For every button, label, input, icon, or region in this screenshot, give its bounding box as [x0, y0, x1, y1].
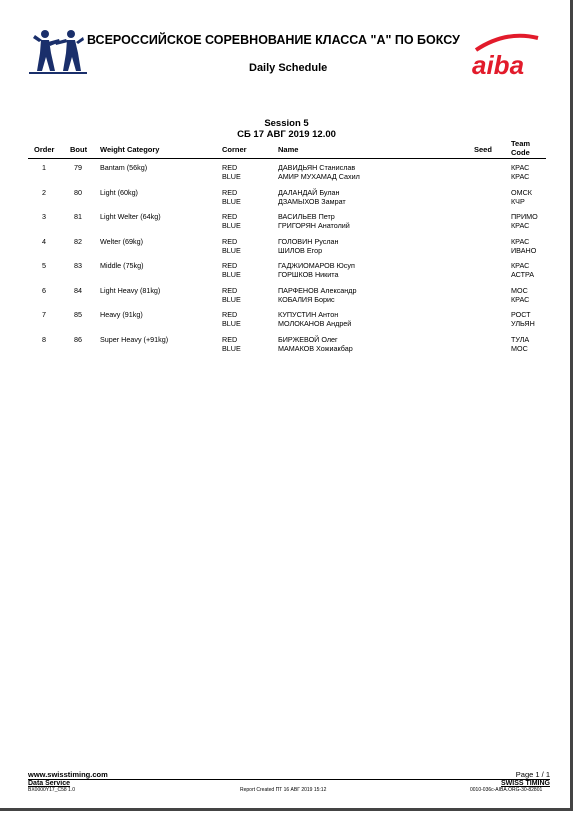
corner-blue: BLUE	[222, 245, 241, 255]
data-service-label: Data Service	[28, 780, 71, 787]
corner-blue: BLUE	[222, 294, 241, 304]
bouts-table	[28, 163, 546, 359]
corner-red: RED	[222, 236, 238, 246]
blue-team: ИВАНО	[511, 245, 537, 255]
report-code: 0010-036c-AIBA.ORG-30-82801	[470, 787, 543, 793]
bout-order: 7	[42, 310, 46, 319]
red-team: МОС	[511, 285, 528, 295]
bout-order: 6	[42, 285, 46, 295]
weight-category: Middle (75kg)	[100, 261, 144, 270]
bout-order: 4	[42, 236, 46, 246]
table-row	[28, 237, 546, 262]
corner-blue: BLUE	[222, 343, 241, 353]
blue-name: КОБАЛИЯ Борис	[278, 294, 335, 304]
bout-number: 83	[74, 261, 82, 270]
blue-name: ДЗАМЫХОВ Замрат	[278, 196, 346, 206]
bout-order: 5	[42, 261, 46, 270]
weight-category: Bantam (56kg)	[100, 163, 148, 172]
table-header	[28, 140, 546, 159]
bout-number: 84	[74, 285, 82, 295]
blue-team: КРАС	[511, 172, 530, 181]
weight-category: Light (60kg)	[100, 187, 138, 197]
red-name: БИРЖЕВОЙ Олег	[278, 334, 338, 344]
document-code: BX0000Y17_C58 1.0	[28, 787, 75, 793]
session-name: Session 5	[264, 118, 309, 129]
table-row	[28, 188, 546, 213]
weight-category: Super Heavy (+91kg)	[100, 334, 169, 344]
corner-red: RED	[222, 334, 238, 344]
page-number: Page 1 / 1	[515, 770, 550, 779]
corner-blue: BLUE	[222, 221, 241, 230]
blue-team: АСТРА	[511, 270, 535, 279]
red-name: ДАВИДЬЯН Станислав	[278, 163, 356, 172]
corner-blue: BLUE	[222, 196, 241, 206]
red-team: КРАС	[511, 261, 530, 270]
corner-red: RED	[222, 261, 238, 270]
blue-name: АМИР МУХАМАД Сахил	[278, 172, 360, 181]
blue-team: КРАС	[511, 221, 530, 230]
col-bout: Bout	[70, 145, 88, 154]
col-weight: Weight Category	[100, 145, 160, 154]
corner-red: RED	[222, 187, 238, 197]
blue-team: УЛЬЯН	[511, 319, 535, 328]
red-team: РОСТ	[511, 310, 531, 319]
bout-number: 80	[74, 187, 82, 197]
bout-order: 1	[42, 163, 46, 172]
col-code: Code	[511, 148, 530, 157]
weight-category: Welter (69kg)	[100, 236, 144, 246]
bout-number: 85	[74, 310, 82, 319]
session-date: СБ 17 АВГ 2019 12.00	[237, 129, 336, 140]
red-team: ПРИМО	[511, 212, 538, 221]
col-name: Name	[278, 145, 299, 154]
red-name: ГАДЖИОМАРОВ Юсуп	[278, 261, 355, 270]
footer-url: www.swisstiming.com	[28, 770, 108, 779]
corner-red: RED	[222, 212, 238, 221]
red-team: КРАС	[511, 236, 530, 246]
page-title: ВСЕРОССИЙСКОЕ СОРЕВНОВАНИЕ КЛАССА "А" ПО БОКСУ	[87, 33, 460, 47]
bout-number: 81	[74, 212, 82, 221]
table-row	[28, 310, 546, 335]
col-team: Team	[511, 139, 531, 148]
table-row	[28, 335, 546, 360]
report-created: Report Created ПТ 16 АВГ 2019 15:12	[240, 787, 327, 793]
red-team: ОМСК	[511, 187, 532, 197]
blue-name: ШИЛОВ Егор	[278, 245, 323, 255]
col-seed: Seed	[474, 145, 492, 154]
weight-category: Light Heavy (81kg)	[100, 285, 161, 295]
red-name: ВАСИЛЬЕВ Петр	[278, 212, 335, 221]
corner-red: RED	[222, 310, 238, 319]
blue-team: КРАС	[511, 294, 530, 304]
bout-number: 82	[74, 236, 82, 246]
bout-order: 8	[42, 334, 46, 344]
red-team: ТУЛА	[511, 334, 530, 344]
page-subtitle: Daily Schedule	[249, 62, 328, 74]
corner-blue: BLUE	[222, 172, 241, 181]
blue-name: МАМАКОВ Хожиакбар	[278, 343, 353, 353]
blue-name: МОЛОКАНОВ Андрей	[278, 319, 352, 328]
blue-name: ГОРШКОВ Никита	[278, 270, 339, 279]
table-row	[28, 286, 546, 311]
bout-order: 2	[42, 187, 46, 197]
corner-red: RED	[222, 163, 238, 172]
red-team: КРАС	[511, 163, 530, 172]
blue-team: МОС	[511, 343, 528, 353]
bout-number: 86	[74, 334, 82, 344]
weight-category: Light Welter (64kg)	[100, 212, 161, 221]
blue-name: ГРИГОРЯН Анатолий	[278, 221, 350, 230]
col-order: Order	[34, 145, 55, 154]
aiba-logo-icon	[470, 28, 542, 78]
col-corner: Corner	[222, 145, 247, 154]
swiss-timing-label: SWISS TIMING	[501, 780, 550, 787]
corner-blue: BLUE	[222, 270, 241, 279]
table-row	[28, 163, 546, 188]
bout-number: 79	[74, 163, 82, 172]
corner-red: RED	[222, 285, 238, 295]
table-row	[28, 261, 546, 286]
blue-team: КЧР	[511, 196, 525, 206]
aiba-logo-text: aiba	[472, 50, 525, 78]
weight-category: Heavy (91kg)	[100, 310, 143, 319]
footer-divider	[28, 779, 550, 780]
red-name: ГОЛОВИН Руслан	[278, 236, 339, 246]
red-name: КУПУСТИН Антон	[278, 310, 339, 319]
boxers-logo-icon	[29, 27, 87, 75]
bout-order: 3	[42, 212, 46, 221]
red-name: ПАРФЕНОВ Александр	[278, 285, 357, 295]
corner-blue: BLUE	[222, 319, 241, 328]
table-row	[28, 212, 546, 237]
red-name: ДАЛАНДАЙ Булан	[278, 187, 340, 197]
